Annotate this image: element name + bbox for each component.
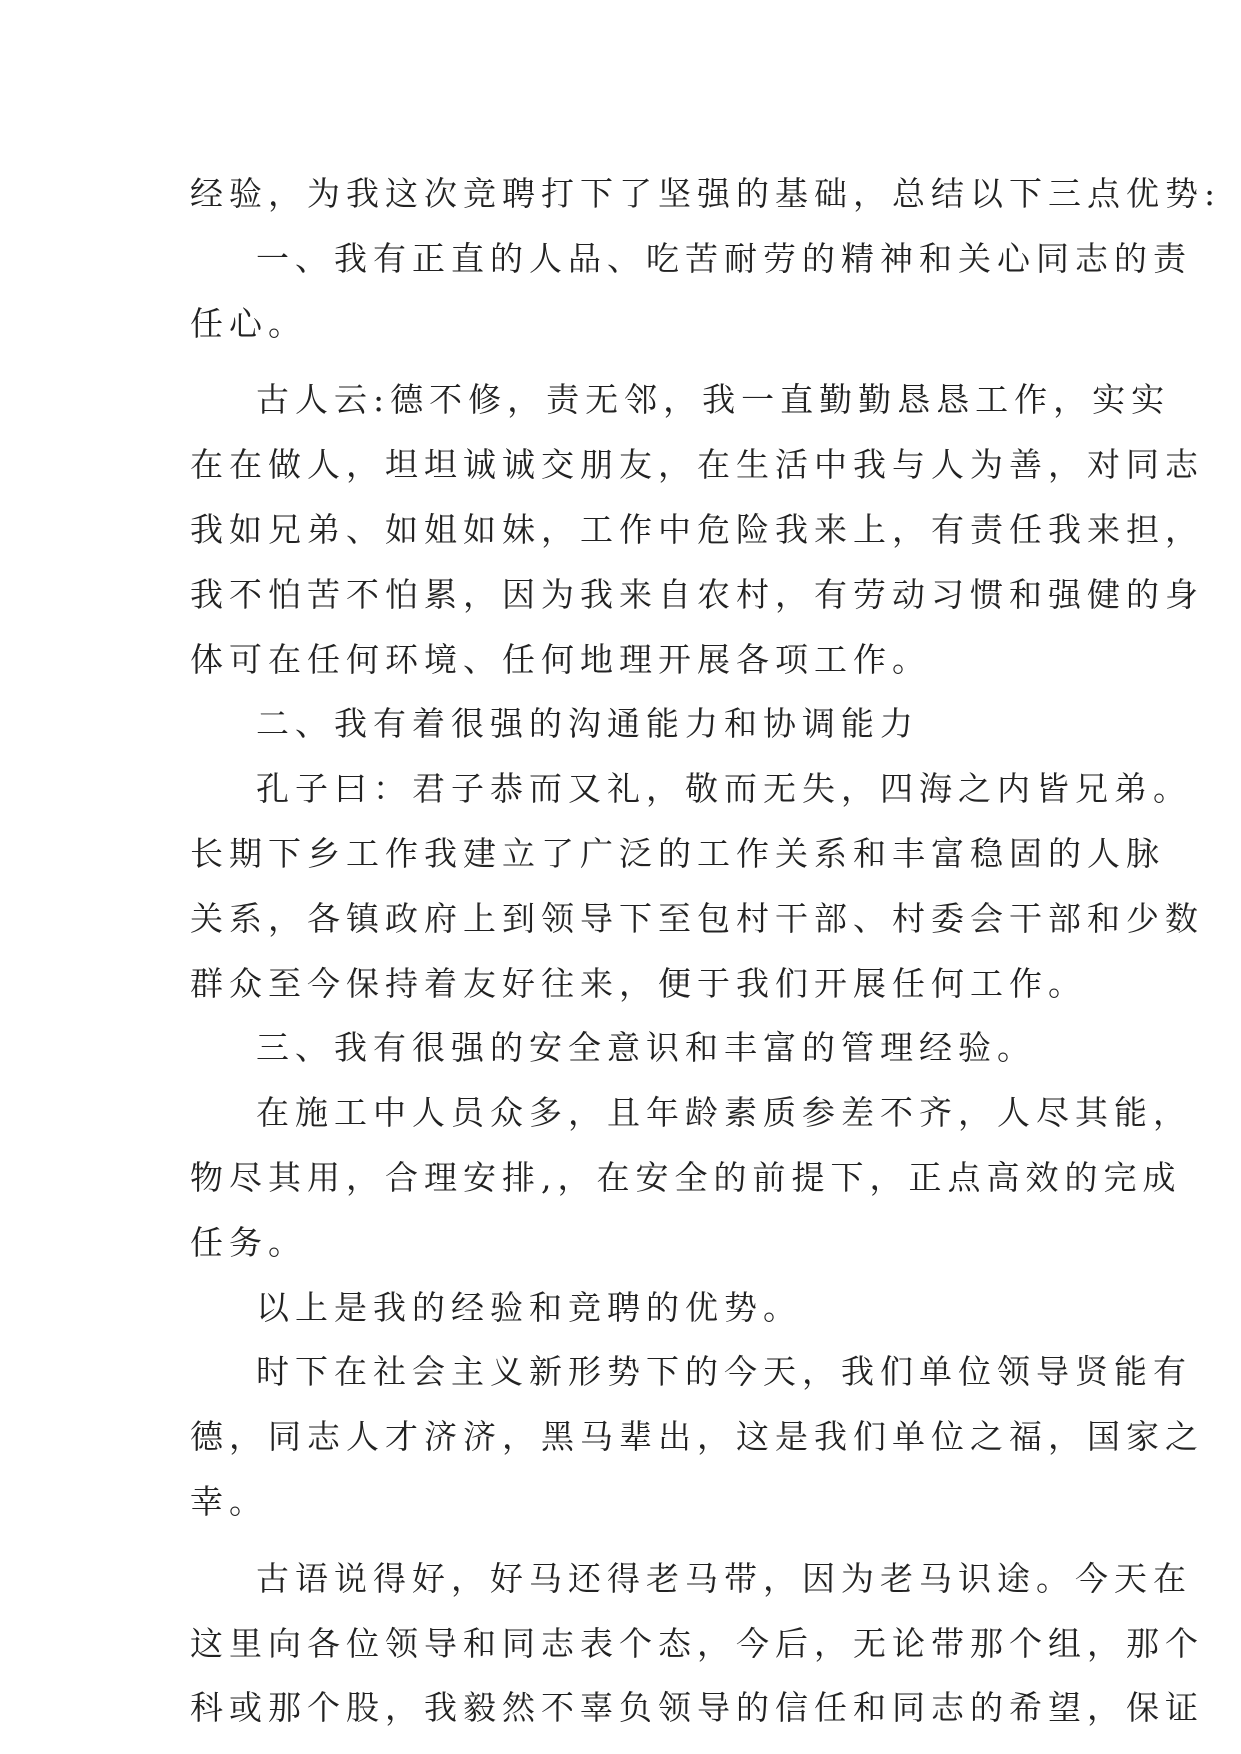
text-line: 群众至今保持着友好往来，便于我们开展任何工作。 xyxy=(190,963,1087,1003)
text-line: 二、我有着很强的沟通能力和协调能力 xyxy=(256,704,919,744)
text-line: 我如兄弟、如姐如妹，工作中危险我来上，有责任我来担， xyxy=(190,509,1204,549)
text-line: 古语说得好，好马还得老马带，因为老马识途。今天在 xyxy=(256,1558,1192,1598)
paragraph-gap xyxy=(190,1535,1070,1547)
text-line: 任务。 xyxy=(190,1222,307,1262)
text-line: 体可在任何环境、任何地理开展各项工作。 xyxy=(190,639,931,679)
text-line: 德，同志人才济济，黑马辈出，这是我们单位之福，国家之 xyxy=(190,1417,1204,1457)
text-line: 一、我有正直的人品、吃苦耐劳的精神和关心同志的责 xyxy=(256,238,1192,278)
text-line: 长期下乡工作我建立了广泛的工作关系和丰富稳固的人脉 xyxy=(190,833,1165,873)
text-line: 科或那个股，我毅然不辜负领导的信任和同志的希望，保证 xyxy=(190,1688,1204,1728)
text-line: 古人云:德不修，责无邻，我一直勤勤恳恳工作，实实 xyxy=(256,380,1171,420)
text-line: 我不怕苦不怕累，因为我来自农村，有劳动习惯和强健的身 xyxy=(190,574,1204,614)
text-line: 物尽其用，合理安排,，在安全的前提下，正点高效的完成 xyxy=(190,1157,1182,1197)
text-line: 关系，各镇政府上到领导下至包村干部、村委会干部和少数 xyxy=(190,898,1204,938)
text-line: 任心。 xyxy=(190,303,307,343)
text-line: 这里向各位领导和同志表个态，今后，无论带那个组，那个 xyxy=(190,1623,1204,1663)
text-line: 在在做人，坦坦诚诚交朋友，在生活中我与人为善，对同志 xyxy=(190,445,1204,485)
document-body xyxy=(190,162,1222,1741)
paragraph-gap xyxy=(190,356,1070,368)
text-line: 经验，为我这次竞聘打下了坚强的基础，总结以下三点优势: xyxy=(190,174,1222,213)
text-line: 孔子曰：君子恭而又礼，敬而无失，四海之内皆兄弟。 xyxy=(256,769,1192,809)
text-line: 在施工中人员众多，且年龄素质参差不齐，人尽其能， xyxy=(256,1093,1192,1133)
text-line: 三、我有很强的安全意识和丰富的管理经验。 xyxy=(256,1028,1036,1068)
text-line: 时下在社会主义新形势下的今天，我们单位领导贤能有 xyxy=(256,1352,1192,1392)
text-line: 幸。 xyxy=(190,1481,268,1521)
text-line: 以上是我的经验和竞聘的优势。 xyxy=(256,1287,802,1327)
